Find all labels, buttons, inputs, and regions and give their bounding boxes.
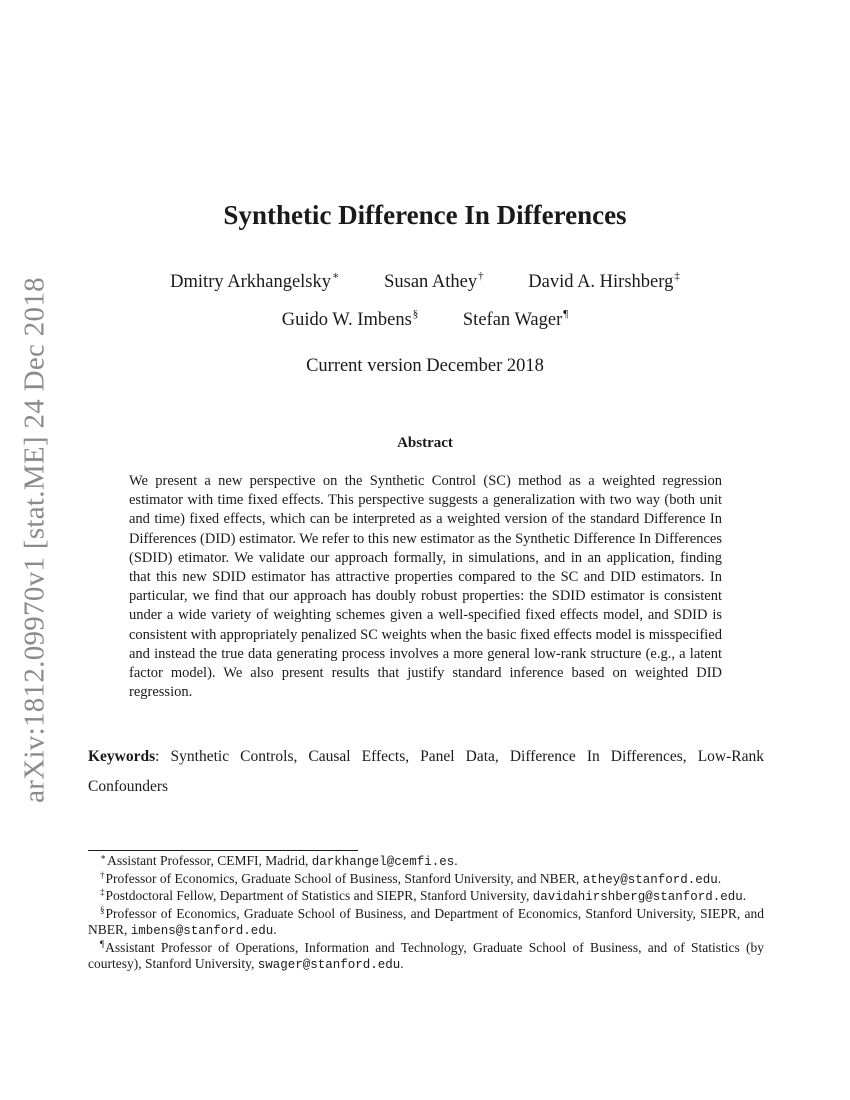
footnote: †Professor of Economics, Graduate School of Business, Stanford University, and NBER, athey@stanford.edu. [100, 869, 722, 887]
keywords-list: : Synthetic Controls, Causal Effects, Panel Data, Difference In Differences, Low-Rank Confounders [88, 748, 764, 795]
author-name: Dmitry Arkhangelsky∗ [170, 270, 340, 292]
keywords-label: Keywords [88, 748, 156, 765]
footnote: ∗Assistant Professor, CEMFI, Madrid, darkhangel@cemfi.es. [100, 852, 458, 869]
author-row-1 [0, 272, 850, 293]
abstract-text: We present a new perspective on the Synthetic Control (SC) method as a weighted regression estimator with time fixed effects. This perspective suggests a generalization with two way (both unit and time) fixed effects, which can be interpreted as a weighted version of the standard Difference In Differences (DID) estimator. We refer to this new estimator as the Synthetic Difference In Differences (SDID) etimator. We validate our approach formally, in simulations, and in an application, finding that this new SDID estimator has attractive properties compared to the SC and DID estimators. In particular, we find that our approach has doubly robust properties: the SDID estimator is consistent under a wide variety of weighting schemes given a well-specified fixed effects model, and SDID is consistent with appropriately penalized SC weights when the basic fixed effects model is misspecified and instead the true data generating process involves a more general low-rank structure (e.g., a latent factor model). We also present results that justify standard inference based on weighted DID regression. [129, 473, 722, 701]
author-name: Susan Athey† [384, 270, 484, 292]
author-name: Guido W. Imbens§ [281, 308, 419, 330]
footnote: ‡Postdoctoral Fellow, Department of Statistics and SIEPR, Stanford University, davidahirshberg@stanford.edu. [100, 887, 747, 904]
email-link[interactable]: athey@stanford.edu [582, 872, 718, 887]
author-row-2 [0, 310, 850, 331]
author-name: Stefan Wager¶ [462, 308, 569, 330]
footnotes [88, 853, 764, 974]
arxiv-identifier-stamp: arXiv:1812.09970v1 [stat.ME] 24 Dec 2018 [18, 277, 51, 803]
footnote-rule [88, 850, 358, 851]
footnote: ¶Assistant Professor of Operations, Information and Technology, Graduate School of Business, and of Statistics (by courtesy), Stanford University, swager@stanford.edu. [88, 938, 764, 972]
email-link[interactable]: swager@stanford.edu [257, 958, 401, 972]
footnote: §Professor of Economics, Graduate School of Business, and Department of Economics, Stanford University, SIEPR, and NBER, imbens@stanford.edu. [88, 904, 764, 938]
email-link[interactable]: davidahirshberg@stanford.edu [532, 890, 743, 904]
email-link[interactable]: imbens@stanford.edu [130, 924, 274, 938]
author-name: David A. Hirshberg‡ [528, 270, 680, 292]
paper-title: Synthetic Difference In Differences [223, 200, 627, 230]
version-date: Current version December 2018 [306, 356, 544, 376]
abstract-heading: Abstract [397, 435, 453, 451]
email-link[interactable]: darkhangel@cemfi.es [311, 855, 455, 869]
keywords [88, 742, 764, 802]
